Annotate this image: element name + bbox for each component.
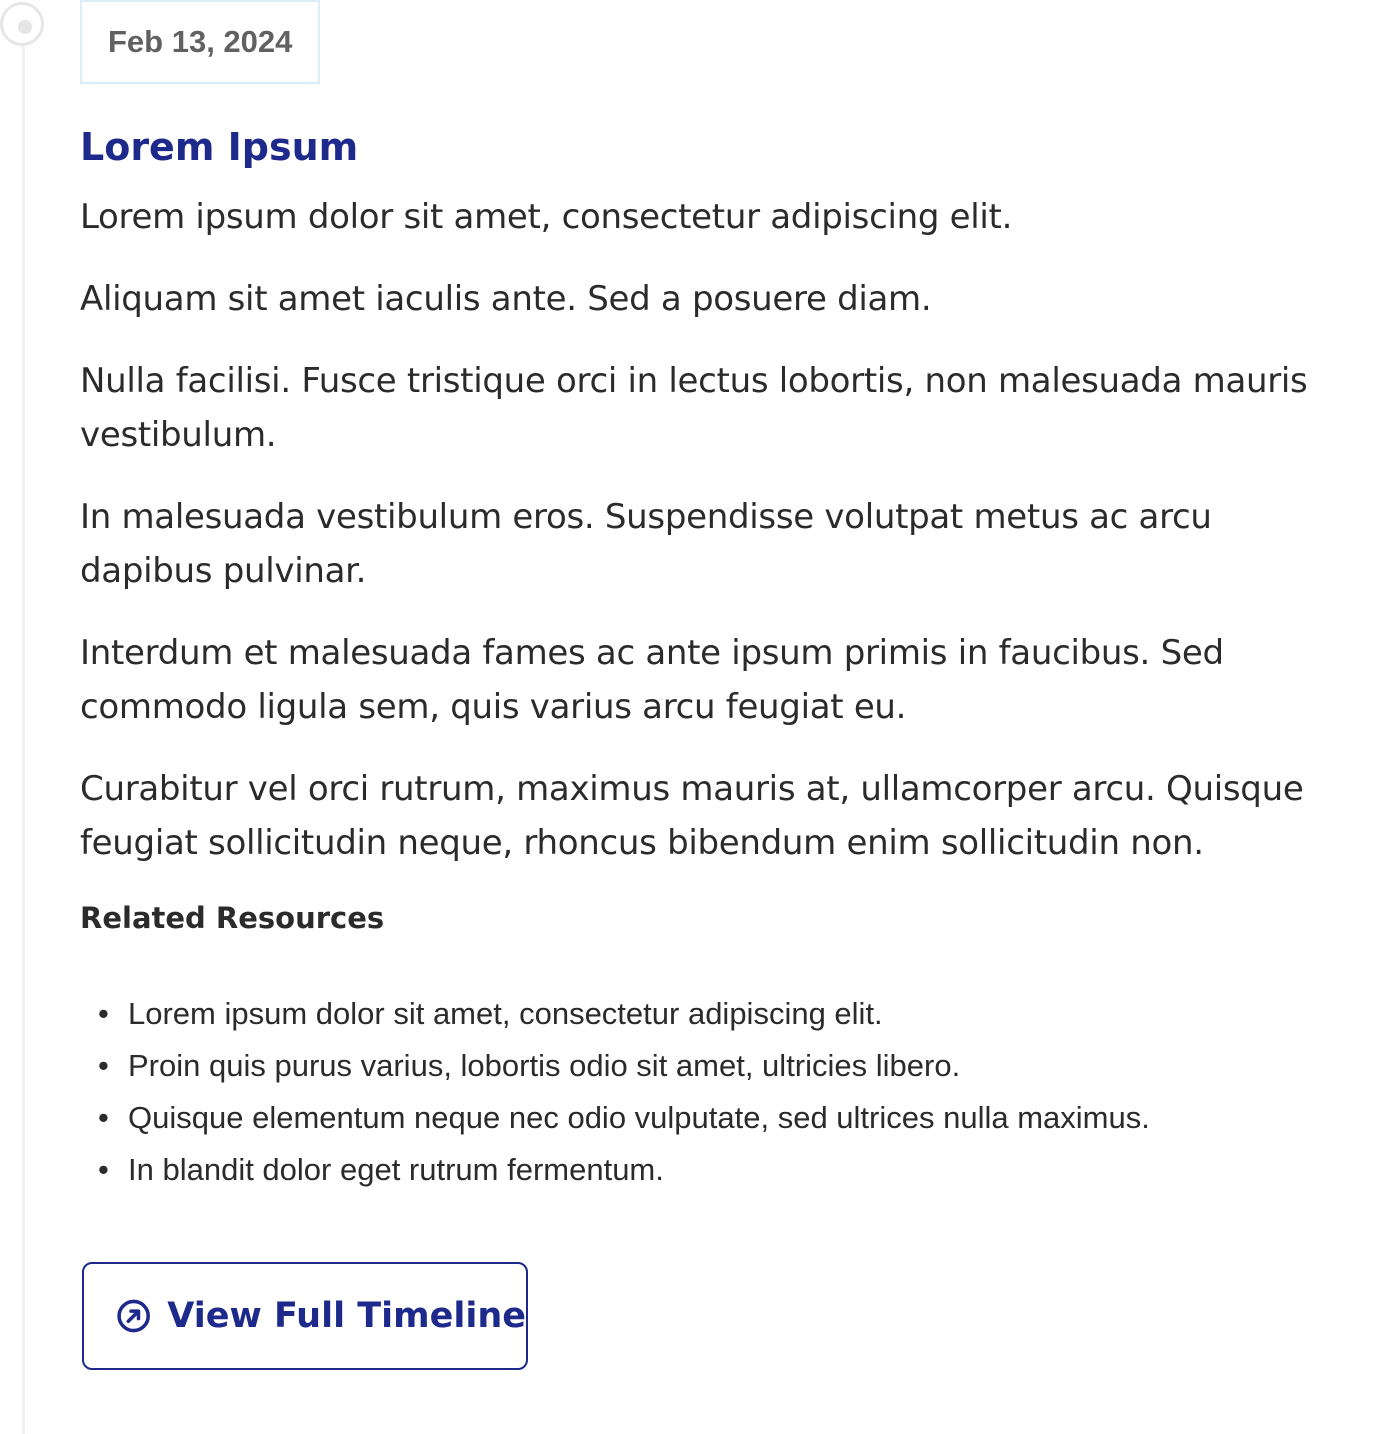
timeline-entry (80, 0, 1350, 1196)
paragraph: Curabitur vel orci rutrum, maximus mauris at, ullamcorper arcu. Quisque feugiat sollicitudin neque, rhoncus bibendum enim sollicitudin non. (80, 769, 1304, 863)
list-item-text: Lorem ipsum dolor sit amet, consectetur adipiscing elit. (128, 996, 883, 1031)
timeline-line (22, 44, 25, 1434)
date-badge: Feb 13, 2024 (80, 0, 320, 84)
list-item (80, 988, 1350, 1040)
paragraph: In malesuada vestibulum eros. Suspendisse volutpat metus ac arcu dapibus pulvinar. (80, 497, 1212, 591)
bullet-icon: • (98, 1048, 109, 1083)
timeline-node-icon (0, 2, 44, 46)
view-full-timeline-label: View Full Timeline (167, 1296, 526, 1336)
list-item (80, 1040, 1350, 1092)
bullet-icon: • (98, 1152, 109, 1187)
bullet-icon: • (98, 1100, 109, 1135)
list-item (80, 1144, 1350, 1196)
list-item-text: In blandit dolor eget rutrum fermentum. (128, 1152, 664, 1187)
list-item-text: Quisque elementum neque nec odio vulputate, sed ultrices nulla maximus. (128, 1100, 1150, 1135)
view-full-timeline-button[interactable] (82, 1262, 528, 1370)
timeline-node-dot (18, 20, 32, 34)
paragraph: Aliquam sit amet iaculis ante. Sed a posuere diam. (80, 279, 932, 319)
list-item (80, 1092, 1350, 1144)
entry-body (80, 190, 1350, 870)
list-item-text: Proin quis purus varius, lobortis odio sit amet, ultricies libero. (128, 1048, 961, 1083)
entry-title: Lorem Ipsum (80, 125, 359, 169)
paragraph: Nulla facilisi. Fusce tristique orci in lectus lobortis, non malesuada mauris vestibulum. (80, 361, 1308, 455)
related-resources-list (80, 988, 1350, 1196)
arrow-up-right-circle-icon (116, 1296, 151, 1336)
paragraph: Lorem ipsum dolor sit amet, consectetur adipiscing elit. (80, 197, 1013, 237)
bullet-icon: • (98, 996, 109, 1031)
paragraph: Interdum et malesuada fames ac ante ipsum primis in faucibus. Sed commodo ligula sem, quis varius arcu feugiat eu. (80, 633, 1224, 727)
related-resources-heading: Related Resources (80, 901, 385, 935)
